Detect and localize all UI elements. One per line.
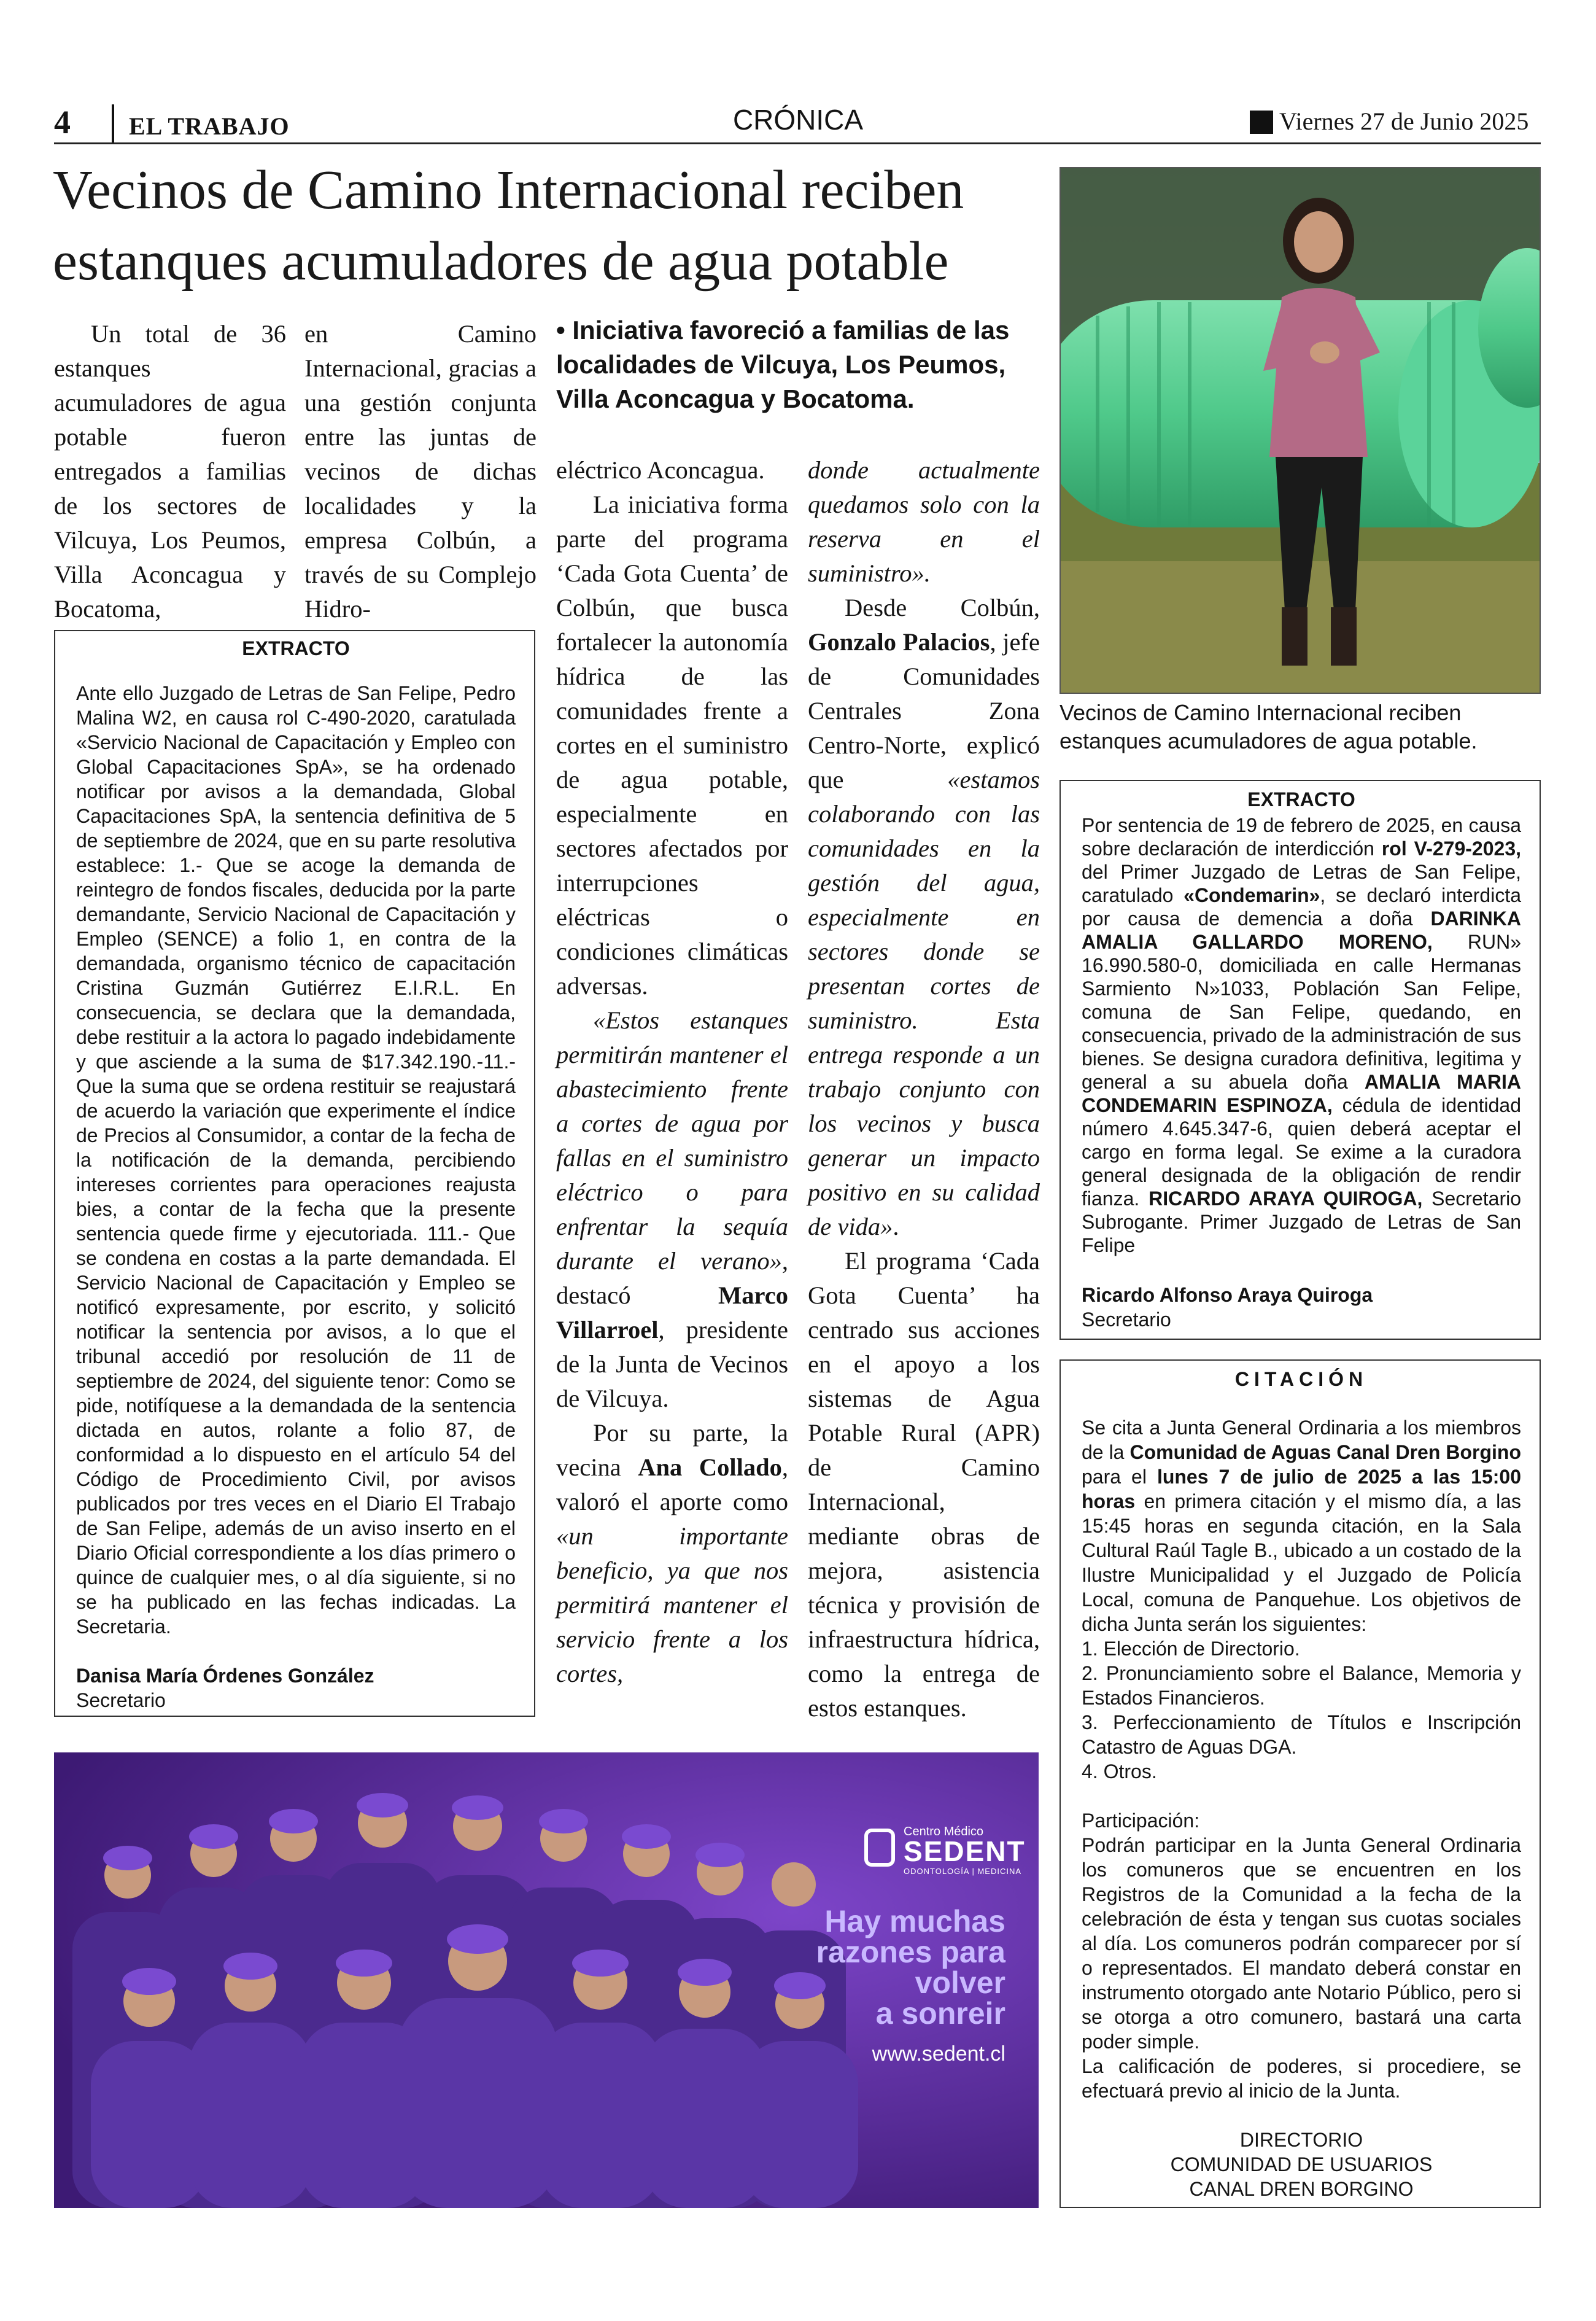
brand-name: SEDENT (904, 1835, 1026, 1867)
agenda-item: 4. Otros. (1082, 1760, 1157, 1783)
person-name: Marco Villarroel (556, 1281, 788, 1343)
article-lead: • Iniciativa favoreció a familias de las localidades de Vilcuya, Los Peumos, Villa Aconcagua y Bocatoma. (556, 316, 1010, 413)
header-divider (112, 104, 114, 144)
citacion-intro (1082, 1415, 1521, 1636)
article-paragraph (556, 1003, 788, 1416)
article-paragraph (556, 1416, 788, 1691)
section-title: CRÓNICA (732, 104, 864, 136)
signature-line: DIRECTORIO (1239, 2129, 1363, 2151)
article-column-2 (304, 317, 537, 626)
extracto-text (1082, 814, 1521, 1257)
quote: «Estos estanques permitirán mantener el abastecimiento frente a cortes de agua por fallas en el suministro eléctrico o para enfrentar la sequía durante el verano» (556, 1006, 788, 1275)
article-paragraph: El programa ‘Cada Gota Cuenta’ ha centrado sus acciones en el apoyo a los sistemas de Agua Potable Rural (APR) de Camino Internacional, mediante obras de mejora, asistencia técnica y provisión de infraestructura hídrica, como la entrega de estos estanques. (808, 1247, 1040, 1722)
header-rule (54, 142, 1541, 144)
slogan-line: a sonreir (875, 1996, 1005, 2031)
sedent-advertisement[interactable] (54, 1752, 1039, 2208)
signer-name: Danisa María Órdenes González (76, 1665, 374, 1687)
extracto-title: EXTRACTO (242, 637, 350, 659)
case-number: rol V-279-2023, (1381, 838, 1522, 860)
person-name: Ana Collado (638, 1453, 782, 1481)
text: para el (1082, 1466, 1157, 1488)
article-paragraph (808, 591, 1040, 1244)
text: Por su parte, la vecina (556, 1419, 788, 1481)
citacion-body (1082, 1415, 1521, 2201)
participation-text: Podrán participar en la Junta General Ordinaria los comuneros que se encuentren en los Registros de la Comunidad a la fecha de la celebración de ésta y tengan sus cuotas sociales al día. Los comuneros podrán comparecer por sí o representados. El mandato deberá constar en instrumento otorgado ante Notario Público, pero si se otorga a otro comunero, bastará una carta poder simple. (1082, 1834, 1521, 2053)
issue-date: Viernes 27 de Junio 2025 (1279, 107, 1529, 135)
slogan-line: razones para (816, 1935, 1005, 1969)
article-column-3 (556, 453, 788, 1691)
signer-role: Secretario (1082, 1308, 1171, 1331)
text: Secretario Subrogante. Primer Juzgado de Letras de San Felipe (1082, 1188, 1522, 1256)
page-number: 4 (54, 104, 71, 141)
text: , destacó (556, 1247, 788, 1309)
extracto-text: Ante ello Juzgado de Letras de San Felipe, Pedro Malina W2, en causa rol C-490-2020, caratulada «Servicio Nacional de Capacitación y Empleo con Global Capacitaciones SpA», se ha ordenado notificar por avisos a la demandada, Global Capacitaciones SpA, la sentencia definitiva de 5 de septiembre de 2024, que en su parte resolutiva establece: 1.- Que se acoge la demanda de reintegro de fondos fiscales, deducida por la parte demandante, Servicio Nacional de Capacitación y Empleo (SENCE) a folio 1, en contra de la demandada, organismo técnico de capacitación Cristina Guzmán Gutiérrez E.I.R.L. En consecuencia, se declara que la demandada, debe restituir a la actora lo pagado indebidamente y que asciende a la suma de $17.342.190.-11.- Que la suma que se ordena restituir se reajustará de acuerdo la variación que experimente el índice de Precios al Consumidor, a contar de la fecha de la notificación de la demanda, percibiendo intereses corrientes para operaciones reajusta bies, a contar de la fecha que la presente sentencia quede firme y ejecutoriada. 111.- Que se condena en costas a la parte demandada. El Servicio Nacional de Capacitación y Empleo se notificó expresamente, por escrito, y solicitó notificar la sentencia por avisos, a lo que el tribunal accedió por resolución de 11 de septiembre de 2024, del siguiente tenor: Como se pide, notifíquese a la demandada de la sentencia dictada en autos, rolante a folio 87, de conformidad a lo dispuesto en el artículo 54 del Código de Procedimiento Civil, por avisos publicados por tres veces en el Diario El Trabajo de San Felipe, además de un aviso inserto en el Diario Oficial correspondiente a los días primero o quince de cualquier mes, o al día siguiente, si no se ha publicado en las fechas indicadas. La Secretaria. (76, 682, 516, 1638)
article-paragraph: eléctrico Aconcagua. (556, 456, 765, 484)
date-square-icon (1250, 111, 1273, 134)
extracto-notice-left (54, 630, 535, 1717)
article-paragraph: Un total de 36 estanques acumuladores de agua potable fueron entregados a familias de los sectores de Vilcuya, Los Peumos, Villa Aconcagua y Bocatoma, (54, 320, 286, 623)
person-name: AMALIA MARIA CONDEMARIN ESPINOZA, (1082, 1071, 1522, 1116)
text: , jefe de Comunidades Centrales Zona Centro-Norte, explicó que (808, 628, 1040, 793)
text: del Primer Juzgado de Letras de San Felipe, caratulado (1082, 861, 1521, 906)
sedent-logo-icon (864, 1829, 895, 1867)
extracto-title: EXTRACTO (1247, 788, 1355, 811)
headline-line-2: estanques acumuladores de agua potable (53, 231, 949, 292)
case-title: «Condemarin» (1183, 884, 1320, 906)
quote: «estamos colaborando con las comunidades en la gestión del agua, especialmente en sectores donde se presentan cortes de suministro. Esta entrega responde a un trabajo conjunto con los vecinos y busca generar un impacto positivo en su calidad de vida» (808, 766, 1040, 1240)
ad-slogan (784, 1906, 1005, 2029)
slogan-line: Hay muchas (824, 1904, 1005, 1938)
text: , valoró el aporte como (556, 1453, 788, 1515)
extracto-notice-right (1059, 780, 1541, 1340)
text: , se declaró interdicta por causa de demencia a doña (1082, 884, 1522, 930)
text: Se cita a Junta General Ordinaria a los miembros de la (1082, 1417, 1521, 1463)
text: , presidente de la Junta de Vecinos de Vilcuya. (556, 1316, 788, 1412)
extracto-signature (1082, 1283, 1521, 1332)
citacion-title: CITACIÓN (1234, 1368, 1368, 1390)
article-paragraph: La iniciativa forma parte del programa ‘Cada Gota Cuenta’ de Colbún, que busca fortalecer la autonomía hídrica de las comunidades frente a cortes en el suministro de agua potable, especialmente en sectores afectados por interrupciones eléctricas o condiciones climáticas adversas. (556, 491, 788, 1000)
signer-role: Secretario (76, 1689, 166, 1711)
article-paragraph: en Camino Internacional, gracias a una gestión conjunta entre las juntas de vecinos de dichas localidades y la empresa Colbún, a través de su Complejo Hidro- (304, 320, 537, 623)
text: Por sentencia de 19 de febrero de 2025, en causa sobre declaración de interdicción (1082, 814, 1521, 860)
quote: donde actualmente quedamos solo con la reserva en el suministro». (808, 456, 1040, 587)
text: RUN» 16.990.580-0, domiciliada en calle Hermanas Sarmiento N»1033, Población San Felipe, comuna de San Felipe, quedando, en consecuencia, privado de la administración de sus bienes. Se designa curadora definitiva, legitima y general a su abuela doña (1082, 931, 1522, 1093)
text: . (893, 1213, 899, 1240)
meeting-datetime: lunes 7 de julio de 2025 a las 15:00 horas (1082, 1466, 1522, 1512)
article-paragraph (808, 453, 1040, 591)
text: cédula de identidad número 4.645.347-6, quien deberá aceptar el cargo en forma legal. Se exime a la curadora general designada de la obligación de rendir fianza. (1082, 1094, 1521, 1210)
agenda-item: 3. Perfeccionamiento de Títulos e Inscripción Catastro de Aguas DGA. (1082, 1711, 1521, 1758)
article-photo (1059, 167, 1541, 694)
person-name: RICARDO ARAYA QUIROGA, (1149, 1188, 1423, 1210)
article-column-1 (54, 317, 286, 626)
brand-subtitle: ODONTOLOGÍA | MEDICINA (904, 1867, 1021, 1876)
article-headline (53, 155, 1059, 297)
text: en primera citación y el mismo día, a las 15:45 horas en segunda citación, en la Sala Cultural Raúl Tagle B., ubicado a un costado de la Ilustre Municipalidad y el Juzgado de Policía Local, comuna de Panquehue. Los objetivos de dicha Junta serán los siguientes: (1082, 1490, 1521, 1635)
community-name: Comunidad de Aguas Canal Dren Borgino (1129, 1441, 1522, 1463)
participation-heading: Participación: (1082, 1810, 1200, 1832)
citacion-notice (1059, 1359, 1541, 2208)
woman-with-water-tanks-image (1061, 168, 1541, 694)
photo-caption: Vecinos de Camino Internacional reciben estanques acumuladores de agua potable. (1059, 700, 1478, 753)
signer-name: Ricardo Alfonso Araya Quiroga (1082, 1284, 1373, 1306)
person-name: Gonzalo Palacios (808, 628, 990, 656)
brand-small: Centro Médico (904, 1825, 984, 1838)
extracto-signature (76, 1663, 516, 1713)
participation-text: La calificación de poderes, si procediere, se efectuará previo al inicio de la Junta. (1082, 2055, 1521, 2102)
person-name: DARINKA AMALIA GALLARDO MORENO, (1082, 908, 1521, 953)
agenda-item: 2. Pronunciamiento sobre el Balance, Memoria y Estados Financieros. (1082, 1662, 1521, 1709)
quote: «un importante beneficio, ya que nos permitirá mantener el servicio frente a los cortes, (556, 1522, 788, 1687)
text: Desde Colbún, (845, 594, 1040, 621)
signature-line: COMUNIDAD DE USUARIOS (1170, 2153, 1433, 2175)
article-column-4 (808, 453, 1040, 1725)
signature-line: CANAL DREN BORGINO (1189, 2178, 1414, 2200)
ad-url-link[interactable]: www.sedent.cl (872, 2042, 1005, 2066)
headline-line-1: Vecinos de Camino Internacional reciben (53, 160, 964, 220)
slogan-line: volver (915, 1965, 1005, 2000)
newspaper-name: EL TRABAJO (129, 112, 290, 140)
agenda-item: 1. Elección de Directorio. (1082, 1638, 1300, 1660)
